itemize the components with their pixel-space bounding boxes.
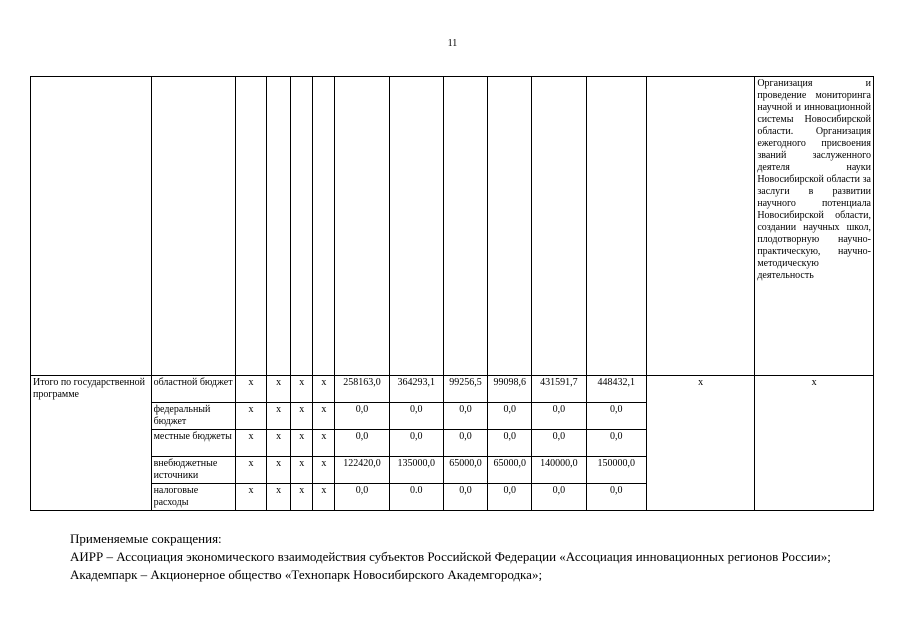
value-cell: 0,0 [443, 403, 487, 430]
value-cell: 150000,0 [586, 457, 646, 484]
value-cell: 0,0 [443, 484, 487, 511]
value-cell: 99098,6 [488, 376, 532, 403]
funding-source: областной бюджет [151, 376, 235, 403]
table-row: Итого по государственной программе областной бюджет x x x x 258163,0 364293,1 99256,5 99098,6 431591,7 448432,1 x x [31, 376, 874, 403]
value-cell: 0,0 [443, 430, 487, 457]
value-cell: 448432,1 [586, 376, 646, 403]
value-cell: 0,0 [586, 430, 646, 457]
value-cell: 0,0 [532, 403, 586, 430]
value-cell: 431591,7 [532, 376, 586, 403]
value-cell: 0,0 [389, 403, 443, 430]
value-cell: 0,0 [488, 430, 532, 457]
value-cell: 364293,1 [389, 376, 443, 403]
abbreviation-akadempark: Академпарк – Акционерное общество «Технопарк Новосибирского Академгородка»; [70, 567, 543, 582]
value-cell: 99256,5 [443, 376, 487, 403]
value-cell: 0,0 [488, 403, 532, 430]
table-row: внебюджетные источники x x x x 122420,0 135000,0 65000,0 65000,0 140000,0 150000,0 [31, 457, 874, 484]
funding-source: налоговые расходы [151, 484, 235, 511]
value-cell: 0,0 [335, 484, 389, 511]
budget-table [30, 76, 874, 511]
value-cell: 135000,0 [389, 457, 443, 484]
value-cell: 0,0 [586, 484, 646, 511]
value-cell: 65000,0 [443, 457, 487, 484]
abbreviations-section [30, 530, 874, 584]
value-cell: 0,0 [488, 484, 532, 511]
value-cell: 0,0 [335, 403, 389, 430]
funding-source: федеральный бюджет [151, 403, 235, 430]
value-cell: 65000,0 [488, 457, 532, 484]
value-cell: 122420,0 [335, 457, 389, 484]
value-cell: 0,0 [532, 484, 586, 511]
value-cell: 258163,0 [335, 376, 389, 403]
funding-source: внебюджетные источники [151, 457, 235, 484]
table-row: федеральный бюджет x x x x 0,0 0,0 0,0 0,0 0,0 0,0 [31, 403, 874, 430]
value-cell: 0,0 [335, 430, 389, 457]
page-number: 11 [447, 38, 458, 49]
value-cell: 0,0 [586, 403, 646, 430]
table-row: налоговые расходы x x x x 0,0 0.0 0,0 0,0 0,0 0,0 [31, 484, 874, 511]
value-cell: 0.0 [389, 484, 443, 511]
table-row [31, 77, 874, 376]
total-label: Итого по государственной программе [31, 376, 152, 511]
abbreviations-heading: Применяемые сокращения: [70, 531, 222, 546]
funding-source: местные бюджеты [151, 430, 235, 457]
abbreviation-airr: АИРР – Ассоциация экономического взаимодействия субъектов Российской Федерации «Ассоциация инновационных регионов России»; [70, 549, 831, 564]
table-row: местные бюджеты x x x x 0,0 0,0 0,0 0,0 0,0 0,0 [31, 430, 874, 457]
value-cell: 0,0 [389, 430, 443, 457]
value-cell: 140000,0 [532, 457, 586, 484]
value-cell: 0,0 [532, 430, 586, 457]
event-description: Организация и проведение мониторинга научной и инновационной системы Новосибирской области. Организация ежегодного присвоения званий заслуженного деятеля науки Новосибирской области за заслуги в развитии научного потенциала Новосибирской области, создании научных школ, плодотворную научно-практическую, научно-методическую деятельность [755, 77, 874, 376]
